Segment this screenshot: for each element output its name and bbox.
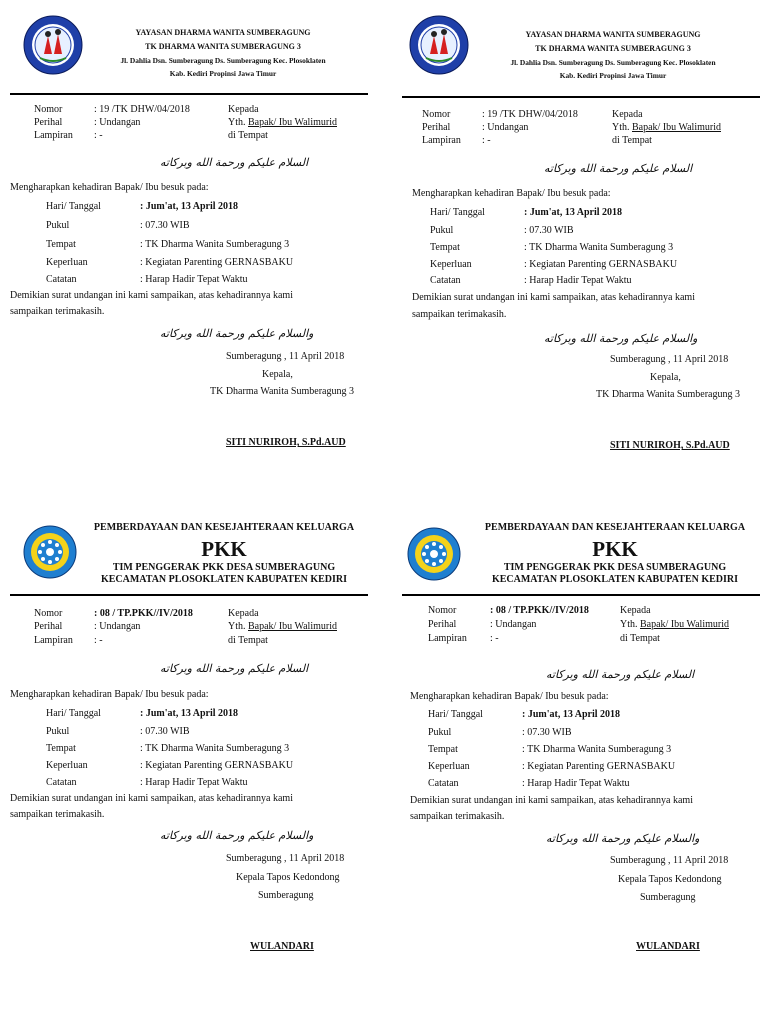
nomor-value — [490, 605, 589, 618]
detail-label-2: Pukul — [46, 220, 70, 231]
lampiran-label: Lampiran — [34, 635, 73, 646]
kop-line-3: Jl. Dahlia Dsn. Sumberagung Ds. Sumberagung Kec. Plosoklaten — [120, 56, 326, 65]
closing-line-1: Demikian surat undangan ini kami sampaikan, atas kehadirannya kami — [10, 793, 293, 804]
salam-opening: السلام عليكم ورحمة الله وبركاته — [160, 662, 309, 675]
letterhead-divider — [402, 96, 760, 98]
recipient-place: di Tempat — [612, 135, 652, 146]
detail-value-2: : 07.30 WIB — [140, 220, 190, 231]
perihal-value: : Undangan — [94, 117, 141, 128]
recipient-name: Bapak/ Ibu Walimurid — [248, 621, 337, 632]
salam-closing: والسلام عليكم ورحمة الله وبركاته — [160, 829, 314, 842]
kop-line-4: KECAMATAN PLOSOKLATEN KABUPATEN KEDIRI — [100, 574, 348, 586]
closing-line-2: sampaikan terimakasih. — [10, 809, 105, 820]
recipient-place: di Tempat — [228, 130, 268, 141]
closing-line-1: Demikian surat undangan ini kami sampaikan, atas kehadirannya kami — [10, 290, 293, 301]
signer-title-2: Sumberagung — [640, 892, 696, 903]
kepada-label: Kepada — [228, 104, 259, 115]
detail-value-3: : TK Dharma Wanita Sumberagung 3 — [140, 743, 290, 754]
perihal-value: : Undangan — [490, 619, 537, 630]
detail-label-1: Hari/ Tanggal — [428, 709, 483, 720]
detail-label-3: Tempat — [428, 744, 458, 755]
detail-label-1: Hari/ Tanggal — [430, 207, 485, 218]
recipient-place: di Tempat — [228, 635, 268, 646]
lampiran-value: : - — [490, 633, 499, 644]
detail-value-5: : Harap Hadir Tepat Waktu — [140, 274, 248, 285]
perihal-value: : Undangan — [482, 122, 529, 133]
perihal-value: : Undangan — [94, 621, 141, 632]
intro-text: Mengharapkan kehadiran Bapak/ Ibu besuk pada: — [410, 691, 609, 702]
nomor-label: Nomor — [34, 608, 63, 619]
detail-label-5: Catatan — [430, 275, 461, 286]
signer-name: SITI NURIROH, S.Pd.AUD — [610, 440, 730, 451]
lampiran-label: Lampiran — [34, 130, 73, 141]
meta-nomor — [34, 104, 62, 117]
perihal-label: Perihal — [34, 621, 63, 632]
letterhead — [10, 18, 370, 80]
detail-value-2: : 07.30 WIB — [522, 727, 572, 738]
place-date: Sumberagung , 11 April 2018 — [610, 354, 729, 365]
salam-closing: والسلام عليكم ورحمة الله وبركاته — [160, 327, 314, 340]
letterhead — [402, 522, 762, 584]
salam-opening: السلام عليكم ورحمة الله وبركاته — [544, 162, 693, 175]
signer-title-1: Kepala Tapos Kedondong — [618, 874, 722, 885]
letterhead-text — [468, 522, 762, 587]
letter-pkk-left — [10, 522, 370, 952]
kop-line-4: Kab. Kediri Propinsi Jawa Timur — [559, 71, 667, 81]
detail-label-4: Keperluan — [430, 259, 472, 270]
detail-label-4: Keperluan — [428, 761, 470, 772]
nomor-label: Nomor — [34, 104, 63, 115]
detail-value-2: : 07.30 WIB — [140, 726, 190, 737]
detail-value-1: : Jum'at, 13 April 2018 — [522, 709, 621, 720]
nomor-value — [94, 608, 193, 621]
nomor-value-text: : 08 / TP.PKK//IV/2018 — [94, 608, 193, 619]
kop-line-4: KECAMATAN PLOSOKLATEN KABUPATEN KEDIRI — [491, 574, 739, 586]
letter-tk-right — [402, 18, 762, 451]
perihal-label: Perihal — [34, 117, 63, 128]
detail-label-2: Pukul — [428, 727, 452, 738]
place-date: Sumberagung , 11 April 2018 — [226, 853, 345, 864]
detail-value-4: : Kegiatan Parenting GERNASBAKU — [522, 761, 676, 772]
signer-title-2: TK Dharma Wanita Sumberagung 3 — [596, 389, 740, 400]
kop-line-1: PEMBERDAYAAN DAN KESEJAHTERAAN KELUARGA — [93, 522, 355, 533]
kop-line-1: PEMBERDAYAAN DAN KESEJAHTERAAN KELUARGA — [484, 522, 746, 533]
detail-label-1: Hari/ Tanggal — [46, 201, 101, 212]
letterhead-divider — [10, 594, 368, 596]
lampiran-label: Lampiran — [428, 633, 467, 644]
detail-label-3: Tempat — [46, 239, 76, 250]
pkk-logo-icon — [22, 524, 78, 580]
detail-value-5: : Harap Hadir Tepat Waktu — [524, 275, 632, 286]
detail-value-3: : TK Dharma Wanita Sumberagung 3 — [524, 242, 674, 253]
kop-line-3: Jl. Dahlia Dsn. Sumberagung Ds. Sumberagung Kec. Plosoklaten — [510, 58, 716, 67]
kop-line-2: TK DHARMA WANITA SUMBERAGUNG 3 — [535, 44, 691, 53]
kop-line-2: PKK — [201, 536, 247, 561]
salam-closing: والسلام عليكم ورحمة الله وبركاته — [546, 832, 700, 845]
detail-value-5: : Harap Hadir Tepat Waktu — [522, 778, 630, 789]
signer-name: WULANDARI — [250, 941, 314, 952]
recipient-line — [612, 122, 721, 135]
intro-text: Mengharapkan kehadiran Bapak/ Ibu besuk pada: — [10, 689, 209, 700]
detail-label-1: Hari/ Tanggal — [46, 708, 101, 719]
letterhead-text — [80, 28, 366, 79]
detail-value-4: : Kegiatan Parenting GERNASBAKU — [140, 257, 294, 268]
closing-line-2: sampaikan terimakasih. — [410, 811, 505, 822]
dharma-wanita-logo-icon — [22, 14, 84, 76]
kop-line-3: TIM PENGGERAK PKK DESA SUMBERAGUNG — [503, 561, 727, 573]
kop-line-1: YAYASAN DHARMA WANITA SUMBERAGUNG — [135, 28, 311, 37]
signer-name: SITI NURIROH, S.Pd.AUD — [226, 437, 346, 448]
recipient-place: di Tempat — [620, 633, 660, 644]
kepada-label: Kepada — [620, 605, 651, 616]
detail-value-1: : Jum'at, 13 April 2018 — [140, 201, 239, 212]
detail-value-4: : Kegiatan Parenting GERNASBAKU — [140, 760, 294, 771]
detail-value-1: : Jum'at, 13 April 2018 — [524, 207, 623, 218]
yth-label: Yth. — [228, 621, 246, 632]
detail-label-4: Keperluan — [46, 760, 88, 771]
salam-opening: السلام عليكم ورحمة الله وبركاته — [546, 668, 695, 681]
lampiran-value: : - — [94, 635, 103, 646]
nomor-value: : 19 /TK DHW/04/2018 — [94, 104, 190, 115]
dharma-wanita-logo-icon — [408, 14, 470, 76]
detail-value-1: : Jum'at, 13 April 2018 — [140, 708, 239, 719]
closing-line-2: sampaikan terimakasih. — [10, 306, 105, 317]
lampiran-value: : - — [94, 130, 103, 141]
nomor-value-text: : 08 / TP.PKK//IV/2018 — [490, 605, 589, 616]
recipient-line — [228, 117, 337, 130]
letter-tk-left — [10, 18, 370, 448]
detail-label-5: Catatan — [46, 274, 77, 285]
perihal-label: Perihal — [428, 619, 457, 630]
signer-name: WULANDARI — [636, 941, 700, 952]
detail-label-4: Keperluan — [46, 257, 88, 268]
detail-label-2: Pukul — [430, 225, 454, 236]
letterhead-divider — [10, 93, 368, 95]
perihal-label: Perihal — [422, 122, 451, 133]
detail-value-4: : Kegiatan Parenting GERNASBAKU — [524, 259, 678, 270]
signer-title-2: Sumberagung — [258, 890, 314, 901]
recipient-line — [620, 619, 729, 632]
kepada-label: Kepada — [612, 109, 643, 120]
signer-title-1: Kepala, — [262, 369, 293, 380]
place-date: Sumberagung , 11 April 2018 — [226, 351, 345, 362]
closing-line-1: Demikian surat undangan ini kami sampaikan, atas kehadirannya kami — [412, 292, 695, 303]
detail-label-3: Tempat — [46, 743, 76, 754]
recipient-name: Bapak/ Ibu Walimurid — [640, 619, 729, 630]
place-date: Sumberagung , 11 April 2018 — [610, 855, 729, 866]
detail-label-5: Catatan — [46, 777, 77, 788]
kop-line-4: Kab. Kediri Propinsi Jawa Timur — [169, 69, 277, 79]
letterhead — [402, 18, 762, 80]
detail-value-3: : TK Dharma Wanita Sumberagung 3 — [140, 239, 290, 250]
nomor-value: : 19 /TK DHW/04/2018 — [482, 109, 578, 120]
letter-pkk-right — [402, 522, 762, 952]
closing-line-1: Demikian surat undangan ini kami sampaikan, atas kehadirannya kami — [410, 795, 693, 806]
kop-line-3: TIM PENGGERAK PKK DESA SUMBERAGUNG — [112, 561, 336, 573]
intro-text: Mengharapkan kehadiran Bapak/ Ibu besuk pada: — [412, 188, 611, 199]
signer-title-1: Kepala, — [650, 372, 681, 383]
yth-label: Yth. — [228, 117, 246, 128]
pkk-logo-icon — [406, 526, 462, 582]
detail-label-3: Tempat — [430, 242, 460, 253]
closing-line-2: sampaikan terimakasih. — [412, 309, 507, 320]
detail-label-2: Pukul — [46, 726, 70, 737]
detail-value-2: : 07.30 WIB — [524, 225, 574, 236]
nomor-label: Nomor — [422, 109, 451, 120]
kepada-label: Kepada — [228, 608, 259, 619]
recipient-name: Bapak/ Ibu Walimurid — [632, 122, 721, 133]
letterhead-text — [82, 522, 366, 587]
letterhead-text — [468, 30, 758, 81]
yth-label: Yth. — [612, 122, 630, 133]
detail-label-5: Catatan — [428, 778, 459, 789]
kop-line-2: PKK — [592, 536, 638, 561]
intro-text: Mengharapkan kehadiran Bapak/ Ibu besuk pada: — [10, 182, 209, 193]
lampiran-label: Lampiran — [422, 135, 461, 146]
nomor-label: Nomor — [428, 605, 457, 616]
lampiran-value: : - — [482, 135, 491, 146]
recipient-line — [228, 621, 337, 634]
kop-line-2: TK DHARMA WANITA SUMBERAGUNG 3 — [145, 42, 301, 51]
signer-title-1: Kepala Tapos Kedondong — [236, 872, 340, 883]
detail-value-3: : TK Dharma Wanita Sumberagung 3 — [522, 744, 672, 755]
recipient-name: Bapak/ Ibu Walimurid — [248, 117, 337, 128]
salam-closing: والسلام عليكم ورحمة الله وبركاته — [544, 332, 698, 345]
salam-opening: السلام عليكم ورحمة الله وبركاته — [160, 156, 309, 169]
yth-label: Yth. — [620, 619, 638, 630]
kop-line-1: YAYASAN DHARMA WANITA SUMBERAGUNG — [525, 30, 701, 39]
letterhead — [10, 522, 370, 584]
signer-title-2: TK Dharma Wanita Sumberagung 3 — [210, 386, 354, 397]
letterhead-divider — [402, 594, 760, 596]
detail-value-5: : Harap Hadir Tepat Waktu — [140, 777, 248, 788]
